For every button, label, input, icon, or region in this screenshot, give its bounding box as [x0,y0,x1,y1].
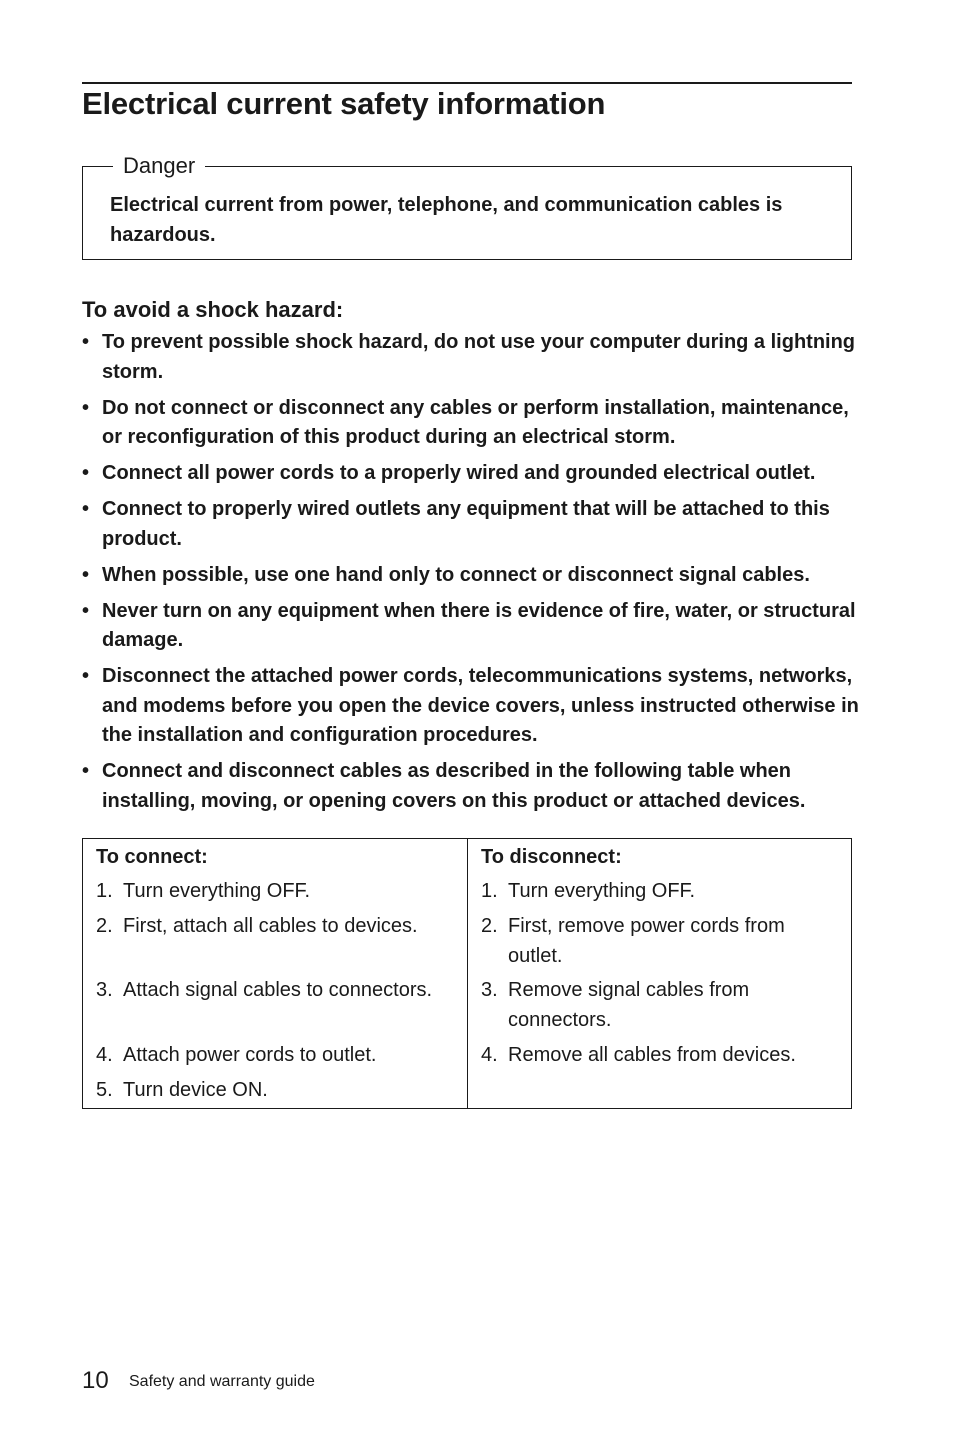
connect-step: 5. Turn device ON. [96,1079,268,1101]
connect-step: 4. Attach power cords to outlet. [96,1044,377,1066]
connect-column [83,839,468,1108]
title-rule [82,82,852,84]
bullet-icon: • [82,599,90,622]
connect-header: To connect: [96,846,208,868]
connect-step: 2. First, attach all cables to devices. [96,915,418,937]
list-item: • Disconnect the attached power cords, telecommunications systems, networks, and modems before you open the device covers, unless instructed otherwise in the installation and configuration procedures. [82,662,862,751]
danger-label: Danger [113,153,205,179]
list-item: • When possible, use one hand only to connect or disconnect signal cables. [82,561,862,591]
bullet-icon: • [82,498,90,520]
list-item: • Never turn on any equipment when there is evidence of fire, water, or structural damage. [82,597,862,656]
bullet-icon: • [82,331,90,353]
bullet-icon: • [82,396,90,419]
bullet-icon: • [82,665,90,687]
disconnect-step: 3. Remove signal cables from connectors. [481,979,750,1031]
disconnect-step: 1. Turn everything OFF. [481,880,696,902]
shock-list [82,328,862,823]
disconnect-step: 2. First, remove power cords from outlet. [481,915,785,967]
bullet-icon: • [82,760,90,782]
guide-title: Safety and warranty guide [129,1373,315,1390]
connect-step: 1. Turn everything OFF. [96,880,311,902]
bullet-icon: • [82,563,90,586]
list-item: • Do not connect or disconnect any cables or perform installation, maintenance, or reconfiguration of this product during an electrical storm. [82,394,862,453]
disconnect-step: 4. Remove all cables from devices. [481,1044,796,1066]
disconnect-column [468,839,851,1108]
page-number: 10 [82,1367,109,1394]
danger-box [82,153,852,260]
danger-text: Electrical current from power, telephone, and communication cables is hazardous. [110,194,783,246]
disconnect-header: To disconnect: [481,846,622,868]
shock-heading: To avoid a shock hazard: [82,297,344,322]
connect-step: 3. Attach signal cables to connectors. [96,979,433,1001]
list-item: • Connect and disconnect cables as described in the following table when installing, moving, or opening covers on this product or attached devices. [82,757,862,816]
list-item: • Connect to properly wired outlets any equipment that will be attached to this product. [82,495,862,554]
connection-table [82,838,852,1109]
list-item: • To prevent possible shock hazard, do not use your computer during a lightning storm. [82,328,862,387]
page-title: Electrical current safety information [82,86,606,121]
list-item: • Connect all power cords to a properly wired and grounded electrical outlet. [82,459,862,489]
bullet-icon: • [82,462,90,484]
